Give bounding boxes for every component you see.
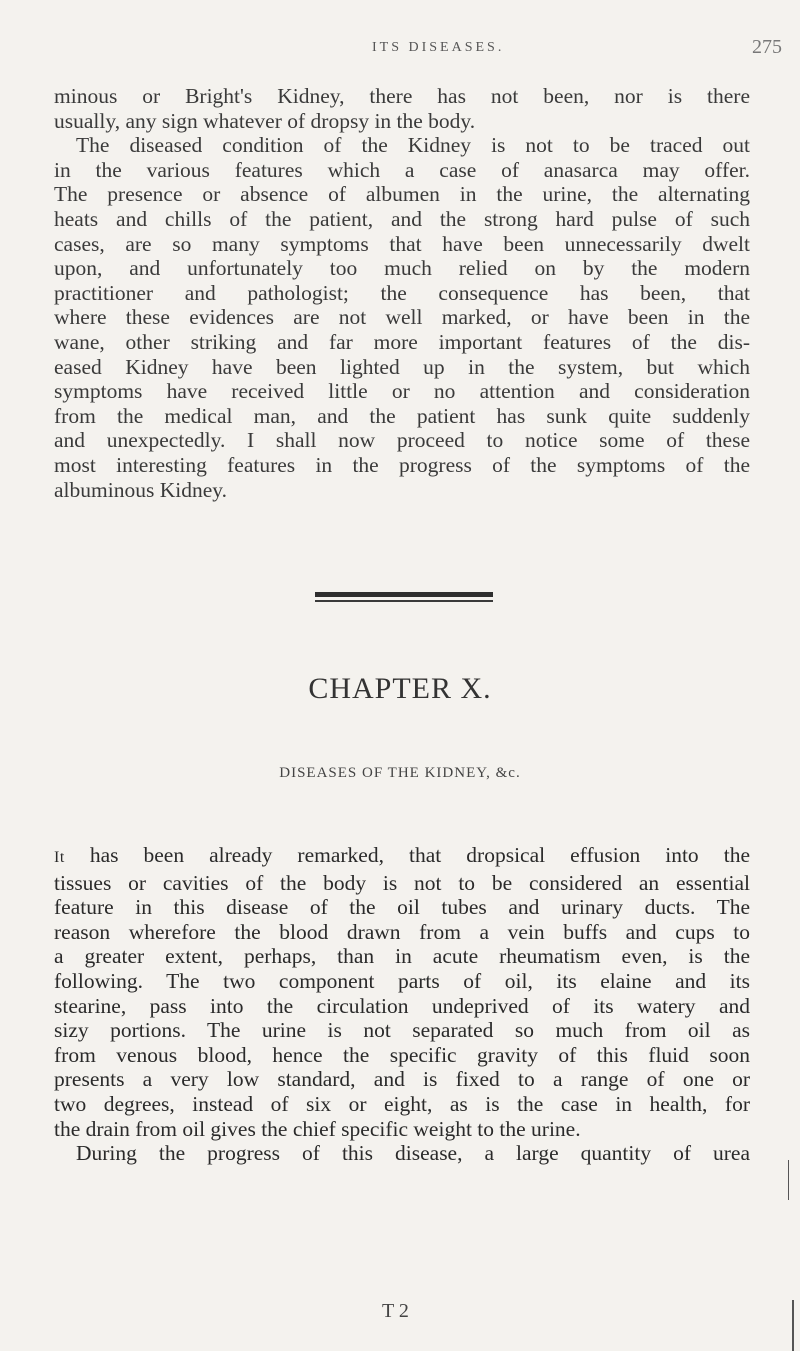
paragraph-chapter-opening — [54, 843, 750, 1166]
text-line: practitioner and pathologist; the consequence has been, that — [54, 280, 750, 305]
text-line: most interesting features in the progress of the symptoms of the — [54, 452, 750, 477]
text-line: two degrees, instead of six or eight, as is the case in health, for — [54, 1091, 750, 1116]
text-line: in the various features which a case of anasarca may offer. — [54, 157, 750, 182]
running-head — [0, 36, 800, 70]
text-line: symptoms have received little or no attention and consideration — [54, 379, 750, 404]
text-line: usually, any sign whatever of dropsy in the body. — [54, 108, 476, 133]
text-line: upon, and unfortunately too much relied on by the modern — [54, 256, 750, 281]
text-line: presents a very low standard, and is fixed to a range of one or — [54, 1067, 750, 1092]
text-line: tissues or cavities of the body is not to be considered an essential — [54, 870, 750, 895]
text-line: reason wherefore the blood drawn from a vein buffs and cups to — [54, 919, 750, 944]
first-line-text: has been already remarked, that dropsical effusion into the — [64, 843, 750, 867]
chapter-title: CHAPTER X. — [308, 672, 492, 705]
chapter-rule — [315, 592, 493, 597]
chapter-subtitle: DISEASES OF THE KIDNEY, &c. — [279, 765, 521, 781]
page-number: 275 — [752, 36, 782, 58]
text-line: where these evidences are not well marked, or have been in the — [54, 305, 750, 330]
page-edge-mark — [788, 1160, 789, 1200]
drop-word: It — [54, 849, 65, 866]
text-line: feature in this disease of the oil tubes and urinary ducts. The — [54, 895, 750, 920]
text-line: stearine, pass into the circulation undeprived of its watery and — [54, 993, 750, 1018]
paragraph-continued — [54, 84, 750, 502]
text-line: During the progress of this disease, a large quantity of urea — [76, 1141, 750, 1166]
text-line: The presence or absence of albumen in the urine, the alternating — [54, 182, 750, 207]
text-line: following. The two component parts of oil, its elaine and its — [54, 968, 750, 993]
chapter-rule-thin — [315, 600, 493, 602]
page-edge-mark — [792, 1300, 794, 1351]
text-line: from venous blood, hence the specific gravity of this fluid soon — [54, 1042, 750, 1067]
running-title: ITS DISEASES. — [372, 40, 505, 55]
text-line: wane, other striking and far more important features of the dis- — [54, 329, 750, 354]
text-line: heats and chills of the patient, and the strong hard pulse of such — [54, 206, 750, 231]
signature-mark: T 2 — [382, 1300, 409, 1322]
text-line: the drain from oil gives the chief specific weight to the urine. — [54, 1116, 581, 1141]
text-line: The diseased condition of the Kidney is not to be traced out — [76, 133, 750, 158]
text-line: and unexpectedly. I shall now proceed to notice some of these — [54, 428, 750, 453]
text-line: minous or Bright's Kidney, there has not been, nor is there — [54, 84, 750, 108]
text-line-first — [54, 843, 750, 871]
text-line: eased Kidney have been lighted up in the system, but which — [54, 354, 750, 379]
text-line: cases, are so many symptoms that have been unnecessarily dwelt — [54, 231, 750, 256]
text-line: albuminous Kidney. — [54, 477, 227, 502]
text-line: a greater extent, perhaps, than in acute rheumatism even, is the — [54, 944, 750, 969]
text-line: from the medical man, and the patient has sunk quite suddenly — [54, 403, 750, 428]
text-line: sizy portions. The urine is not separated so much from oil as — [54, 1018, 750, 1043]
